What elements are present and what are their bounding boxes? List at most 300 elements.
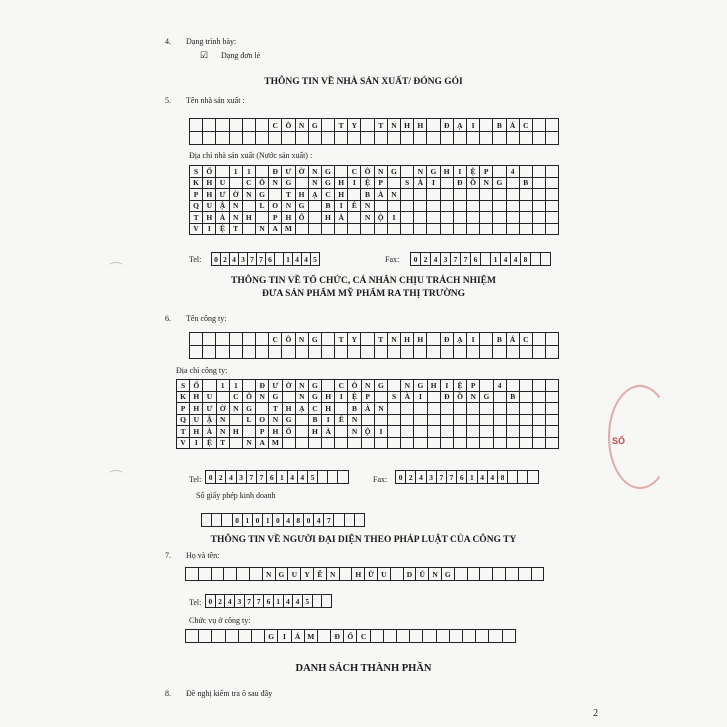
grid-cell[interactable] bbox=[308, 131, 322, 145]
grid-cell[interactable]: 1 bbox=[242, 165, 256, 178]
grid-cell[interactable]: N bbox=[308, 177, 322, 190]
grid-cell[interactable]: C bbox=[242, 177, 256, 190]
grid-cell[interactable]: U bbox=[377, 567, 391, 581]
grid-cell[interactable] bbox=[236, 567, 250, 581]
grid-cell[interactable] bbox=[202, 131, 216, 145]
grid-cell[interactable]: 8 bbox=[520, 252, 531, 266]
grid-cell[interactable] bbox=[229, 131, 243, 145]
grid-cell[interactable]: N bbox=[374, 165, 388, 178]
grid-cell[interactable] bbox=[449, 629, 463, 643]
grid-cell[interactable]: O bbox=[268, 200, 282, 213]
grid-cell[interactable]: N bbox=[347, 425, 361, 438]
grid-cell[interactable] bbox=[255, 131, 269, 145]
grid-cell[interactable] bbox=[453, 437, 467, 450]
grid-cell[interactable]: C bbox=[268, 118, 282, 132]
grid-cell[interactable]: Ố bbox=[282, 425, 296, 438]
grid-cell[interactable] bbox=[493, 437, 507, 450]
grid-cell[interactable]: N bbox=[295, 391, 309, 404]
grid-cell[interactable]: 1 bbox=[262, 513, 273, 527]
grid-cell[interactable]: À bbox=[334, 211, 348, 224]
grid-cell[interactable]: H bbox=[321, 391, 335, 404]
grid-cell[interactable] bbox=[229, 332, 243, 346]
grid-cell[interactable]: H bbox=[351, 567, 365, 581]
grid-cell[interactable] bbox=[321, 345, 335, 359]
grid-cell[interactable]: G bbox=[268, 391, 282, 404]
grid-cell[interactable] bbox=[295, 437, 309, 450]
grid-cell[interactable]: T bbox=[334, 332, 348, 346]
grid-cell[interactable]: T bbox=[374, 118, 388, 132]
grid-cell[interactable]: Ờ bbox=[216, 402, 230, 415]
grid-cell[interactable]: 4 bbox=[313, 513, 324, 527]
grid-cell[interactable]: T bbox=[268, 402, 282, 415]
grid-cell[interactable] bbox=[390, 567, 404, 581]
grid-cell[interactable] bbox=[545, 118, 559, 132]
grid-cell[interactable] bbox=[545, 345, 559, 359]
grid-cell[interactable]: 0 bbox=[205, 470, 216, 484]
grid-cell[interactable]: S bbox=[176, 379, 190, 392]
grid-cell[interactable] bbox=[360, 332, 374, 346]
grid-cell[interactable]: G bbox=[308, 332, 322, 346]
grid-cell[interactable] bbox=[255, 345, 269, 359]
grid-cell[interactable]: 0 bbox=[410, 252, 421, 266]
grid-cell[interactable]: B bbox=[492, 118, 506, 132]
grid-cell[interactable]: Ư bbox=[281, 165, 295, 178]
grid-cell[interactable]: Đ bbox=[268, 165, 282, 178]
grid-cell[interactable]: 4 bbox=[229, 252, 239, 266]
grid-cell[interactable]: 3 bbox=[440, 252, 451, 266]
grid-cell[interactable] bbox=[492, 131, 506, 145]
grid-cell[interactable] bbox=[185, 629, 199, 643]
grid-cell[interactable]: I bbox=[466, 118, 480, 132]
grid-cell[interactable]: Ê bbox=[334, 414, 348, 427]
grid-cell[interactable]: Ô bbox=[347, 379, 361, 392]
grid-cell[interactable] bbox=[268, 131, 282, 145]
grid-cell[interactable]: H bbox=[334, 177, 348, 190]
grid-cell[interactable]: Ạ bbox=[453, 332, 467, 346]
grid-cell[interactable]: N bbox=[360, 211, 374, 224]
grid-cell[interactable]: Ô bbox=[242, 391, 256, 404]
grid-cell[interactable]: Ạ bbox=[308, 188, 322, 201]
grid-cell[interactable]: N bbox=[295, 379, 309, 392]
grid-cell[interactable] bbox=[198, 629, 212, 643]
grid-cell[interactable]: N bbox=[374, 402, 388, 415]
grid-cell[interactable]: 4 bbox=[287, 470, 298, 484]
grid-cell[interactable] bbox=[527, 470, 538, 484]
grid-cell[interactable]: 7 bbox=[256, 252, 266, 266]
grid-cell[interactable]: I bbox=[277, 629, 291, 643]
grid-cell[interactable] bbox=[387, 345, 401, 359]
grid-cell[interactable] bbox=[413, 437, 427, 450]
grid-cell[interactable]: N bbox=[400, 379, 414, 392]
grid-cell[interactable] bbox=[479, 567, 493, 581]
grid-cell[interactable] bbox=[453, 131, 467, 145]
grid-cell[interactable]: À bbox=[202, 425, 216, 438]
grid-cell[interactable] bbox=[295, 223, 309, 236]
grid-cell[interactable]: 1 bbox=[283, 252, 293, 266]
grid-cell[interactable] bbox=[202, 332, 216, 346]
grid-cell[interactable] bbox=[400, 437, 414, 450]
grid-cell[interactable] bbox=[506, 437, 520, 450]
grid-cell[interactable]: I bbox=[426, 177, 440, 190]
grid-cell[interactable]: G bbox=[255, 188, 269, 201]
grid-cell[interactable]: 0 bbox=[252, 513, 263, 527]
grid-cell[interactable]: N bbox=[360, 200, 374, 213]
grid-cell[interactable] bbox=[454, 567, 468, 581]
grid-cell[interactable]: G bbox=[281, 177, 295, 190]
grid-cell[interactable]: I bbox=[387, 211, 401, 224]
grid-cell[interactable]: U bbox=[202, 391, 216, 404]
grid-cell[interactable]: I bbox=[334, 200, 348, 213]
checkbox-checked-icon[interactable]: ☑ bbox=[200, 50, 209, 60]
grid-cell[interactable] bbox=[242, 118, 256, 132]
grid-cell[interactable]: I bbox=[347, 177, 361, 190]
grid-cell[interactable]: Ạ bbox=[453, 118, 467, 132]
grid-cell[interactable] bbox=[479, 131, 493, 145]
grid-cell[interactable]: H bbox=[282, 402, 296, 415]
grid-cell[interactable]: S bbox=[189, 165, 203, 178]
grid-cell[interactable] bbox=[215, 332, 229, 346]
grid-cell[interactable] bbox=[479, 118, 493, 132]
grid-cell[interactable]: B bbox=[506, 391, 520, 404]
grid-cell[interactable]: H bbox=[189, 402, 203, 415]
grid-cell[interactable] bbox=[281, 131, 295, 145]
grid-cell[interactable]: S bbox=[387, 391, 401, 404]
grid-cell[interactable]: 2 bbox=[215, 594, 226, 608]
grid-cell[interactable]: M bbox=[281, 223, 295, 236]
grid-cell[interactable]: N bbox=[413, 165, 427, 178]
grid-cell[interactable]: I bbox=[202, 223, 216, 236]
grid-cell[interactable] bbox=[422, 629, 436, 643]
grid-cell[interactable] bbox=[466, 345, 480, 359]
grid-cell[interactable]: 2 bbox=[220, 252, 230, 266]
grid-cell[interactable] bbox=[321, 223, 335, 236]
grid-cell[interactable]: C bbox=[321, 188, 335, 201]
grid-cell[interactable] bbox=[321, 131, 335, 145]
grid-cell[interactable]: 2 bbox=[420, 252, 431, 266]
grid-cell[interactable]: U bbox=[215, 177, 229, 190]
grid-cell[interactable] bbox=[519, 223, 533, 236]
grid-cell[interactable]: T bbox=[374, 332, 388, 346]
grid-cell[interactable] bbox=[189, 345, 203, 359]
grid-cell[interactable]: I bbox=[321, 414, 335, 427]
grid-cell[interactable] bbox=[225, 629, 239, 643]
grid-cell[interactable] bbox=[479, 345, 493, 359]
grid-cell[interactable]: H bbox=[427, 379, 441, 392]
grid-cell[interactable]: Đ bbox=[453, 177, 467, 190]
grid-cell[interactable] bbox=[453, 345, 467, 359]
grid-cell[interactable]: N bbox=[255, 223, 269, 236]
grid-cell[interactable] bbox=[532, 223, 546, 236]
grid-cell[interactable]: H bbox=[400, 118, 414, 132]
grid-cell[interactable]: 7 bbox=[253, 594, 264, 608]
grid-cell[interactable] bbox=[400, 131, 414, 145]
grid-cell[interactable]: Ệ bbox=[215, 223, 229, 236]
grid-cell[interactable] bbox=[387, 131, 401, 145]
grid-cell[interactable] bbox=[426, 345, 440, 359]
grid-cell[interactable]: Ờ bbox=[282, 379, 296, 392]
grid-cell[interactable] bbox=[413, 345, 427, 359]
grid-cell[interactable]: Đ bbox=[440, 391, 454, 404]
grid-cell[interactable]: Ư bbox=[268, 379, 282, 392]
grid-cell[interactable]: V bbox=[189, 223, 203, 236]
grid-cell[interactable] bbox=[198, 567, 212, 581]
grid-cell[interactable]: N bbox=[428, 567, 442, 581]
grid-cell[interactable] bbox=[337, 470, 348, 484]
grid-cell[interactable]: 1 bbox=[229, 379, 243, 392]
grid-cell[interactable]: À bbox=[400, 391, 414, 404]
grid-cell[interactable]: Ờ bbox=[295, 165, 309, 178]
grid-cell[interactable] bbox=[479, 332, 493, 346]
grid-cell[interactable]: À bbox=[215, 211, 229, 224]
grid-cell[interactable]: 7 bbox=[246, 470, 257, 484]
grid-cell[interactable]: 7 bbox=[247, 252, 257, 266]
grid-cell[interactable]: A bbox=[255, 437, 269, 450]
grid-cell[interactable]: H bbox=[413, 332, 427, 346]
grid-cell[interactable]: À bbox=[374, 188, 388, 201]
grid-cell[interactable] bbox=[545, 437, 559, 450]
grid-cell[interactable] bbox=[321, 332, 335, 346]
grid-cell[interactable] bbox=[334, 345, 348, 359]
grid-cell[interactable] bbox=[317, 629, 331, 643]
grid-cell[interactable]: G bbox=[295, 200, 309, 213]
grid-cell[interactable]: 3 bbox=[234, 594, 245, 608]
grid-cell[interactable]: N bbox=[216, 425, 230, 438]
grid-cell[interactable]: À bbox=[321, 425, 335, 438]
grid-cell[interactable]: Ồ bbox=[466, 177, 480, 190]
grid-cell[interactable]: T bbox=[334, 118, 348, 132]
grid-cell[interactable]: Ộ bbox=[374, 211, 388, 224]
grid-cell[interactable]: H bbox=[295, 188, 309, 201]
grid-cell[interactable]: I bbox=[189, 437, 203, 450]
grid-cell[interactable]: N bbox=[229, 200, 243, 213]
grid-cell[interactable] bbox=[229, 118, 243, 132]
grid-cell[interactable]: I bbox=[334, 391, 348, 404]
grid-cell[interactable]: U bbox=[287, 567, 301, 581]
grid-cell[interactable] bbox=[475, 629, 489, 643]
grid-cell[interactable] bbox=[426, 118, 440, 132]
grid-cell[interactable] bbox=[361, 437, 375, 450]
grid-cell[interactable]: B bbox=[321, 200, 335, 213]
grid-cell[interactable]: Ậ bbox=[202, 414, 216, 427]
grid-cell[interactable]: 7 bbox=[450, 252, 461, 266]
grid-cell[interactable] bbox=[545, 223, 559, 236]
grid-cell[interactable]: H bbox=[440, 165, 454, 178]
grid-cell[interactable] bbox=[396, 629, 410, 643]
grid-cell[interactable]: N bbox=[255, 391, 269, 404]
grid-cell[interactable]: H bbox=[189, 425, 203, 438]
grid-cell[interactable]: G bbox=[282, 414, 296, 427]
grid-cell[interactable] bbox=[400, 345, 414, 359]
grid-cell[interactable]: 1 bbox=[276, 470, 287, 484]
grid-cell[interactable]: S bbox=[400, 177, 414, 190]
grid-cell[interactable]: N bbox=[281, 200, 295, 213]
grid-cell[interactable] bbox=[479, 223, 493, 236]
grid-cell[interactable]: 1 bbox=[466, 470, 477, 484]
grid-cell[interactable] bbox=[321, 118, 335, 132]
grid-cell[interactable]: 6 bbox=[265, 252, 275, 266]
grid-cell[interactable] bbox=[387, 437, 401, 450]
grid-cell[interactable]: N bbox=[387, 332, 401, 346]
grid-cell[interactable] bbox=[334, 131, 348, 145]
grid-cell[interactable] bbox=[519, 437, 533, 450]
grid-cell[interactable] bbox=[374, 437, 388, 450]
grid-cell[interactable]: K bbox=[189, 177, 203, 190]
grid-cell[interactable] bbox=[211, 567, 225, 581]
grid-cell[interactable]: N bbox=[268, 177, 282, 190]
grid-cell[interactable]: P bbox=[374, 177, 388, 190]
grid-cell[interactable] bbox=[479, 437, 493, 450]
grid-cell[interactable]: Ô bbox=[281, 118, 295, 132]
grid-cell[interactable] bbox=[370, 629, 384, 643]
grid-cell[interactable]: 4 bbox=[283, 594, 294, 608]
grid-cell[interactable] bbox=[440, 437, 454, 450]
grid-cell[interactable]: Ộ bbox=[361, 425, 375, 438]
grid-cell[interactable]: 1 bbox=[242, 513, 253, 527]
grid-cell[interactable]: L bbox=[255, 200, 269, 213]
grid-cell[interactable] bbox=[354, 513, 365, 527]
grid-cell[interactable]: G bbox=[275, 567, 289, 581]
grid-cell[interactable]: N bbox=[326, 567, 340, 581]
grid-cell[interactable]: M bbox=[268, 437, 282, 450]
grid-cell[interactable]: Q bbox=[176, 414, 190, 427]
grid-cell[interactable]: 7 bbox=[446, 470, 457, 484]
grid-cell[interactable] bbox=[426, 332, 440, 346]
grid-cell[interactable] bbox=[466, 437, 480, 450]
grid-cell[interactable]: H bbox=[334, 188, 348, 201]
grid-cell[interactable]: H bbox=[242, 211, 256, 224]
grid-cell[interactable]: Ờ bbox=[229, 188, 243, 201]
grid-cell[interactable]: C bbox=[519, 332, 533, 346]
grid-cell[interactable] bbox=[242, 131, 256, 145]
grid-cell[interactable]: H bbox=[308, 425, 322, 438]
grid-cell[interactable] bbox=[334, 223, 348, 236]
grid-cell[interactable] bbox=[413, 223, 427, 236]
grid-cell[interactable] bbox=[295, 345, 309, 359]
grid-cell[interactable]: 2 bbox=[405, 470, 416, 484]
grid-cell[interactable]: H bbox=[202, 177, 216, 190]
grid-cell[interactable]: T bbox=[176, 425, 190, 438]
grid-cell[interactable]: G bbox=[387, 165, 401, 178]
grid-cell[interactable] bbox=[440, 131, 454, 145]
grid-cell[interactable] bbox=[189, 131, 203, 145]
grid-cell[interactable]: 0 bbox=[205, 594, 216, 608]
grid-cell[interactable] bbox=[360, 345, 374, 359]
grid-cell[interactable] bbox=[215, 345, 229, 359]
grid-cell[interactable] bbox=[215, 118, 229, 132]
grid-cell[interactable] bbox=[339, 567, 353, 581]
grid-cell[interactable]: N bbox=[242, 437, 256, 450]
grid-cell[interactable] bbox=[202, 345, 216, 359]
grid-cell[interactable] bbox=[426, 131, 440, 145]
grid-cell[interactable] bbox=[426, 223, 440, 236]
grid-cell[interactable]: 4 bbox=[224, 594, 235, 608]
grid-cell[interactable]: C bbox=[334, 379, 348, 392]
grid-cell[interactable]: 1 bbox=[273, 594, 284, 608]
grid-cell[interactable] bbox=[268, 345, 282, 359]
grid-cell[interactable]: 4 bbox=[506, 165, 520, 178]
grid-cell[interactable]: G bbox=[492, 177, 506, 190]
grid-cell[interactable]: 4 bbox=[487, 470, 498, 484]
grid-cell[interactable] bbox=[387, 223, 401, 236]
grid-cell[interactable]: G bbox=[426, 165, 440, 178]
grid-cell[interactable]: H bbox=[413, 118, 427, 132]
grid-cell[interactable]: I bbox=[453, 165, 467, 178]
grid-cell[interactable] bbox=[374, 223, 388, 236]
grid-cell[interactable]: 4 bbox=[292, 594, 303, 608]
grid-cell[interactable]: Ố bbox=[295, 211, 309, 224]
grid-cell[interactable] bbox=[532, 118, 546, 132]
grid-cell[interactable]: B bbox=[492, 332, 506, 346]
grid-cell[interactable]: Ệ bbox=[347, 391, 361, 404]
grid-cell[interactable] bbox=[189, 118, 203, 132]
grid-cell[interactable]: N bbox=[216, 414, 230, 427]
grid-cell[interactable] bbox=[229, 345, 243, 359]
grid-cell[interactable]: P bbox=[479, 165, 493, 178]
grid-cell[interactable] bbox=[519, 131, 533, 145]
grid-cell[interactable]: T bbox=[229, 223, 243, 236]
grid-cell[interactable]: À bbox=[413, 177, 427, 190]
grid-cell[interactable] bbox=[492, 345, 506, 359]
grid-cell[interactable]: H bbox=[229, 425, 243, 438]
grid-cell[interactable]: C bbox=[347, 165, 361, 178]
grid-cell[interactable]: I bbox=[440, 379, 454, 392]
grid-cell[interactable] bbox=[505, 567, 519, 581]
grid-cell[interactable]: G bbox=[479, 391, 493, 404]
grid-cell[interactable] bbox=[242, 345, 256, 359]
grid-cell[interactable]: 1 bbox=[229, 165, 243, 178]
grid-cell[interactable]: D bbox=[403, 567, 417, 581]
grid-cell[interactable] bbox=[211, 629, 225, 643]
grid-cell[interactable]: P bbox=[176, 402, 190, 415]
grid-cell[interactable] bbox=[400, 223, 414, 236]
grid-cell[interactable]: 5 bbox=[307, 470, 318, 484]
grid-cell[interactable]: N bbox=[295, 332, 309, 346]
grid-cell[interactable]: Á bbox=[506, 118, 520, 132]
grid-cell[interactable]: N bbox=[387, 118, 401, 132]
grid-cell[interactable]: N bbox=[387, 188, 401, 201]
grid-cell[interactable]: P bbox=[466, 379, 480, 392]
grid-cell[interactable] bbox=[506, 131, 520, 145]
grid-cell[interactable]: 8 bbox=[293, 513, 304, 527]
grid-cell[interactable] bbox=[532, 131, 546, 145]
grid-cell[interactable] bbox=[229, 437, 243, 450]
grid-cell[interactable]: 1 bbox=[216, 379, 230, 392]
grid-cell[interactable] bbox=[502, 629, 516, 643]
grid-cell[interactable]: N bbox=[295, 118, 309, 132]
grid-cell[interactable]: G bbox=[441, 567, 455, 581]
grid-cell[interactable]: I bbox=[374, 425, 388, 438]
grid-cell[interactable] bbox=[281, 345, 295, 359]
grid-cell[interactable]: 6 bbox=[266, 470, 277, 484]
grid-cell[interactable] bbox=[347, 131, 361, 145]
grid-cell[interactable]: M bbox=[304, 629, 318, 643]
grid-cell[interactable] bbox=[321, 437, 335, 450]
grid-cell[interactable] bbox=[249, 567, 263, 581]
grid-cell[interactable] bbox=[374, 131, 388, 145]
grid-cell[interactable] bbox=[519, 345, 533, 359]
grid-cell[interactable]: N bbox=[466, 391, 480, 404]
grid-cell[interactable]: 7 bbox=[323, 513, 334, 527]
grid-cell[interactable]: Ồ bbox=[453, 391, 467, 404]
grid-cell[interactable]: Ễ bbox=[313, 567, 327, 581]
grid-cell[interactable] bbox=[295, 131, 309, 145]
grid-cell[interactable]: H bbox=[189, 391, 203, 404]
grid-cell[interactable]: Y bbox=[347, 118, 361, 132]
grid-cell[interactable]: 5 bbox=[310, 252, 320, 266]
grid-cell[interactable] bbox=[251, 629, 265, 643]
grid-cell[interactable]: L bbox=[242, 414, 256, 427]
grid-cell[interactable]: 7 bbox=[436, 470, 447, 484]
